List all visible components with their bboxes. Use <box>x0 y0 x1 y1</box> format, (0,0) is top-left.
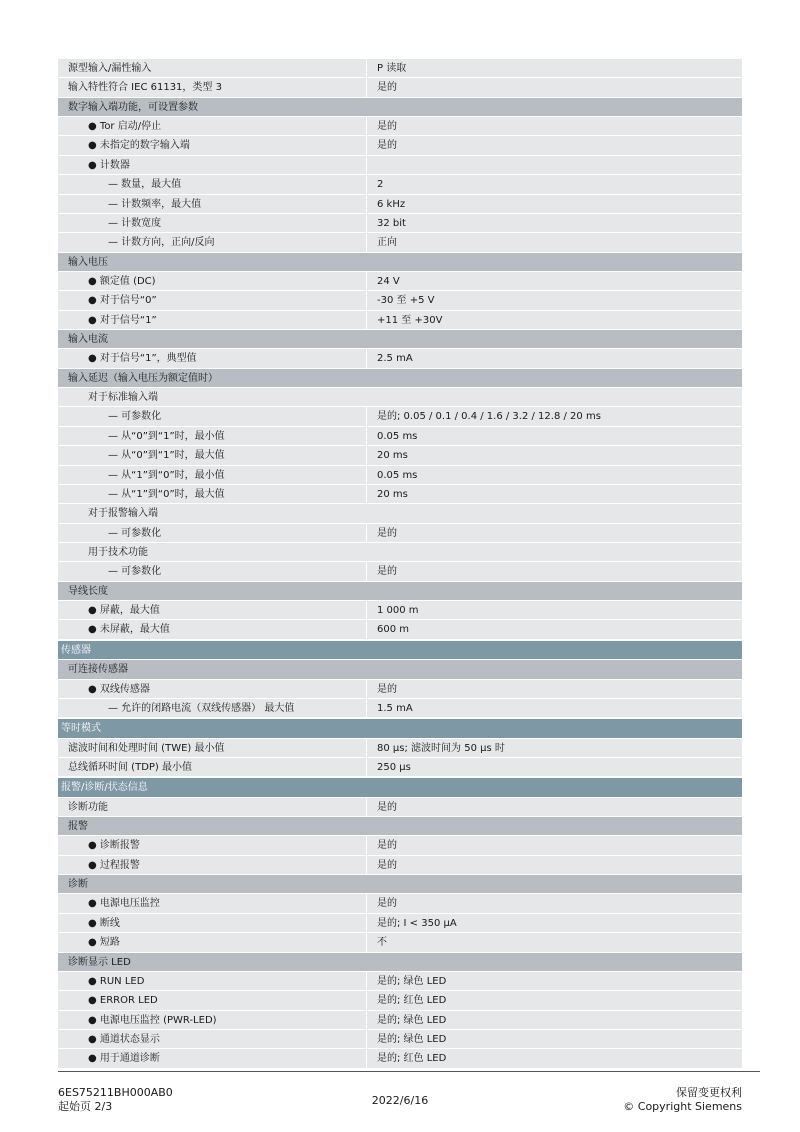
row-value: 2 <box>366 175 742 193</box>
table-row <box>58 1011 742 1030</box>
table-row <box>58 117 742 136</box>
table-row <box>58 407 742 426</box>
row-label: ● 断线 <box>58 914 366 932</box>
row-value: 1 000 m <box>366 601 742 619</box>
row-label: — 可参数化 <box>58 524 366 542</box>
table-row <box>58 1030 742 1049</box>
row-value: 是的; 0.05 / 0.1 / 0.4 / 1.6 / 3.2 / 12.8 / 20 ms <box>366 407 742 425</box>
row-value: -30 至 +5 V <box>366 291 742 309</box>
group-label: 用于技术功能 <box>88 546 148 558</box>
article-number: 6ES75211BH000AB0 <box>58 1086 173 1099</box>
row-label: ● 对于信号“0” <box>58 291 366 309</box>
row-label: — 可参数化 <box>58 562 366 580</box>
row-label: ● 用于通道诊断 <box>58 1049 366 1067</box>
group-header-row <box>58 98 742 117</box>
row-label: — 从“1”到“0”时，最小值 <box>58 466 366 484</box>
group-label: 诊断 <box>68 879 88 891</box>
row-label: ● 对于信号“1”，典型值 <box>58 349 366 367</box>
row-value: 600 m <box>366 620 742 638</box>
group-label: 传感器 <box>61 644 91 656</box>
row-value: P 读取 <box>366 59 742 77</box>
table-row <box>58 233 742 252</box>
row-value: 是的 <box>366 136 742 154</box>
row-label: ● 电源电压监控 (PWR-LED) <box>58 1011 366 1029</box>
row-value: 是的 <box>366 117 742 135</box>
group-label: 对于标准输入端 <box>88 392 158 404</box>
table-row <box>58 349 742 368</box>
table-row <box>58 78 742 97</box>
footer-date: 2022/6/16 <box>371 1094 429 1107</box>
group-label: 等时模式 <box>61 723 101 735</box>
page-indicator: 起始页 2/3 <box>58 1100 113 1113</box>
row-value: 是的 <box>366 836 742 854</box>
row-label: 诊断功能 <box>58 798 366 816</box>
row-value: 是的 <box>366 524 742 542</box>
table-row <box>58 156 742 175</box>
table-row <box>58 991 742 1010</box>
table-row <box>58 466 742 485</box>
row-label: ● 过程报警 <box>58 856 366 874</box>
table-row <box>58 836 742 855</box>
datasheet-table <box>58 59 742 1069</box>
group-header-row <box>58 953 742 972</box>
row-value: 是的 <box>366 894 742 912</box>
table-row <box>58 680 742 699</box>
table-row <box>58 856 742 875</box>
group-header-row <box>58 660 742 679</box>
table-row <box>58 798 742 817</box>
group-label: 数字输入端功能，可设置参数 <box>68 101 198 113</box>
row-label: ● 诊断报警 <box>58 836 366 854</box>
group-header-row <box>58 582 742 601</box>
group-header-row <box>58 330 742 349</box>
group-label: 对于报警输入端 <box>88 508 158 520</box>
group-header-row <box>58 875 742 894</box>
row-label: ● 额定值 (DC) <box>58 272 366 290</box>
group-label: 可连接传感器 <box>68 664 128 676</box>
table-row <box>58 59 742 78</box>
table-row <box>58 739 742 758</box>
footer-right <box>623 1086 742 1114</box>
section-header-row <box>58 778 742 797</box>
row-value: 250 µs <box>366 758 742 776</box>
table-row <box>58 914 742 933</box>
subgroup-header-row <box>58 388 742 407</box>
row-label: ● 短路 <box>58 933 366 951</box>
row-label: — 从“0”到“1”时，最大值 <box>58 446 366 464</box>
row-label: — 计数方向，正向/反向 <box>58 233 366 251</box>
row-value: 6 kHz <box>366 195 742 213</box>
footer-divider <box>58 1071 760 1072</box>
group-header-row <box>58 369 742 388</box>
row-value: 20 ms <box>366 485 742 503</box>
table-row <box>58 699 742 718</box>
row-value: 正向 <box>366 233 742 251</box>
row-value: 20 ms <box>366 446 742 464</box>
group-header-row <box>58 253 742 272</box>
row-label: ● 对于信号“1” <box>58 311 366 329</box>
table-row <box>58 524 742 543</box>
table-row <box>58 195 742 214</box>
row-value: 是的; 绿色 LED <box>366 972 742 990</box>
row-label: ● 双线传感器 <box>58 680 366 698</box>
row-value: 0.05 ms <box>366 427 742 445</box>
row-value <box>366 156 742 174</box>
row-value: 是的 <box>366 798 742 816</box>
table-row <box>58 427 742 446</box>
row-label: — 可参数化 <box>58 407 366 425</box>
row-label: 滤波时间和处理时间 (TWE) 最小值 <box>58 739 366 757</box>
table-row <box>58 272 742 291</box>
row-label: ● 未指定的数字输入端 <box>58 136 366 154</box>
row-value: +11 至 +30V <box>366 311 742 329</box>
row-label: ● ERROR LED <box>58 991 366 1009</box>
row-value: 80 µs; 滤波时间为 50 µs 时 <box>366 739 742 757</box>
section-header-row <box>58 641 742 660</box>
row-label: ● Tor 启动/停止 <box>58 117 366 135</box>
row-value: 32 bit <box>366 214 742 232</box>
row-value: 是的; 红色 LED <box>366 1049 742 1067</box>
group-label: 输入电压 <box>68 256 108 268</box>
rights-notice: 保留变更权利 <box>676 1086 742 1099</box>
row-value: 不 <box>366 933 742 951</box>
section-header-row <box>58 719 742 738</box>
group-label: 报警/诊断/状态信息 <box>61 782 148 794</box>
row-label: 源型输入/漏性输入 <box>58 59 366 77</box>
table-row <box>58 136 742 155</box>
row-label: 总线循环时间 (TDP) 最小值 <box>58 758 366 776</box>
group-label: 输入延迟（输入电压为额定值时） <box>68 372 218 384</box>
copyright-notice: © Copyright Siemens <box>623 1100 742 1113</box>
row-label: — 计数频率，最大值 <box>58 195 366 213</box>
group-header-row <box>58 817 742 836</box>
table-row <box>58 1049 742 1068</box>
row-label: — 从“1”到“0”时，最大值 <box>58 485 366 503</box>
table-row <box>58 562 742 581</box>
subgroup-header-row <box>58 543 742 562</box>
row-label: — 允许的闭路电流（双线传感器） 最大值 <box>58 699 366 717</box>
table-row <box>58 291 742 310</box>
group-label: 导线长度 <box>68 585 108 597</box>
row-value: 是的 <box>366 856 742 874</box>
group-label: 输入电流 <box>68 334 108 346</box>
row-value: 是的; I < 350 µA <box>366 914 742 932</box>
table-row <box>58 446 742 465</box>
row-value: 是的; 绿色 LED <box>366 1030 742 1048</box>
subgroup-header-row <box>58 504 742 523</box>
group-label: 诊断显示 LED <box>68 956 131 968</box>
table-row <box>58 485 742 504</box>
row-label: — 计数宽度 <box>58 214 366 232</box>
table-row <box>58 175 742 194</box>
row-value: 0.05 ms <box>366 466 742 484</box>
row-value: 是的; 红色 LED <box>366 991 742 1009</box>
table-row <box>58 894 742 913</box>
table-row <box>58 758 742 777</box>
row-value: 是的 <box>366 562 742 580</box>
table-row <box>58 601 742 620</box>
row-value: 是的 <box>366 680 742 698</box>
row-value: 24 V <box>366 272 742 290</box>
row-value: 是的 <box>366 78 742 96</box>
row-label: ● 屏蔽，最大值 <box>58 601 366 619</box>
table-row <box>58 972 742 991</box>
table-row <box>58 620 742 639</box>
row-label: 输入特性符合 IEC 61131，类型 3 <box>58 78 366 96</box>
row-label: ● 通道状态显示 <box>58 1030 366 1048</box>
row-label: ● 计数器 <box>58 156 366 174</box>
row-label: ● 未屏蔽，最大值 <box>58 620 366 638</box>
group-label: 报警 <box>68 821 88 833</box>
row-value: 是的; 绿色 LED <box>366 1011 742 1029</box>
row-label: — 从“0”到“1”时，最小值 <box>58 427 366 445</box>
row-label: ● 电源电压监控 <box>58 894 366 912</box>
row-label: — 数量，最大值 <box>58 175 366 193</box>
row-label: ● RUN LED <box>58 972 366 990</box>
table-row <box>58 311 742 330</box>
row-value: 1.5 mA <box>366 699 742 717</box>
row-value: 2.5 mA <box>366 349 742 367</box>
table-row <box>58 214 742 233</box>
table-row <box>58 933 742 952</box>
